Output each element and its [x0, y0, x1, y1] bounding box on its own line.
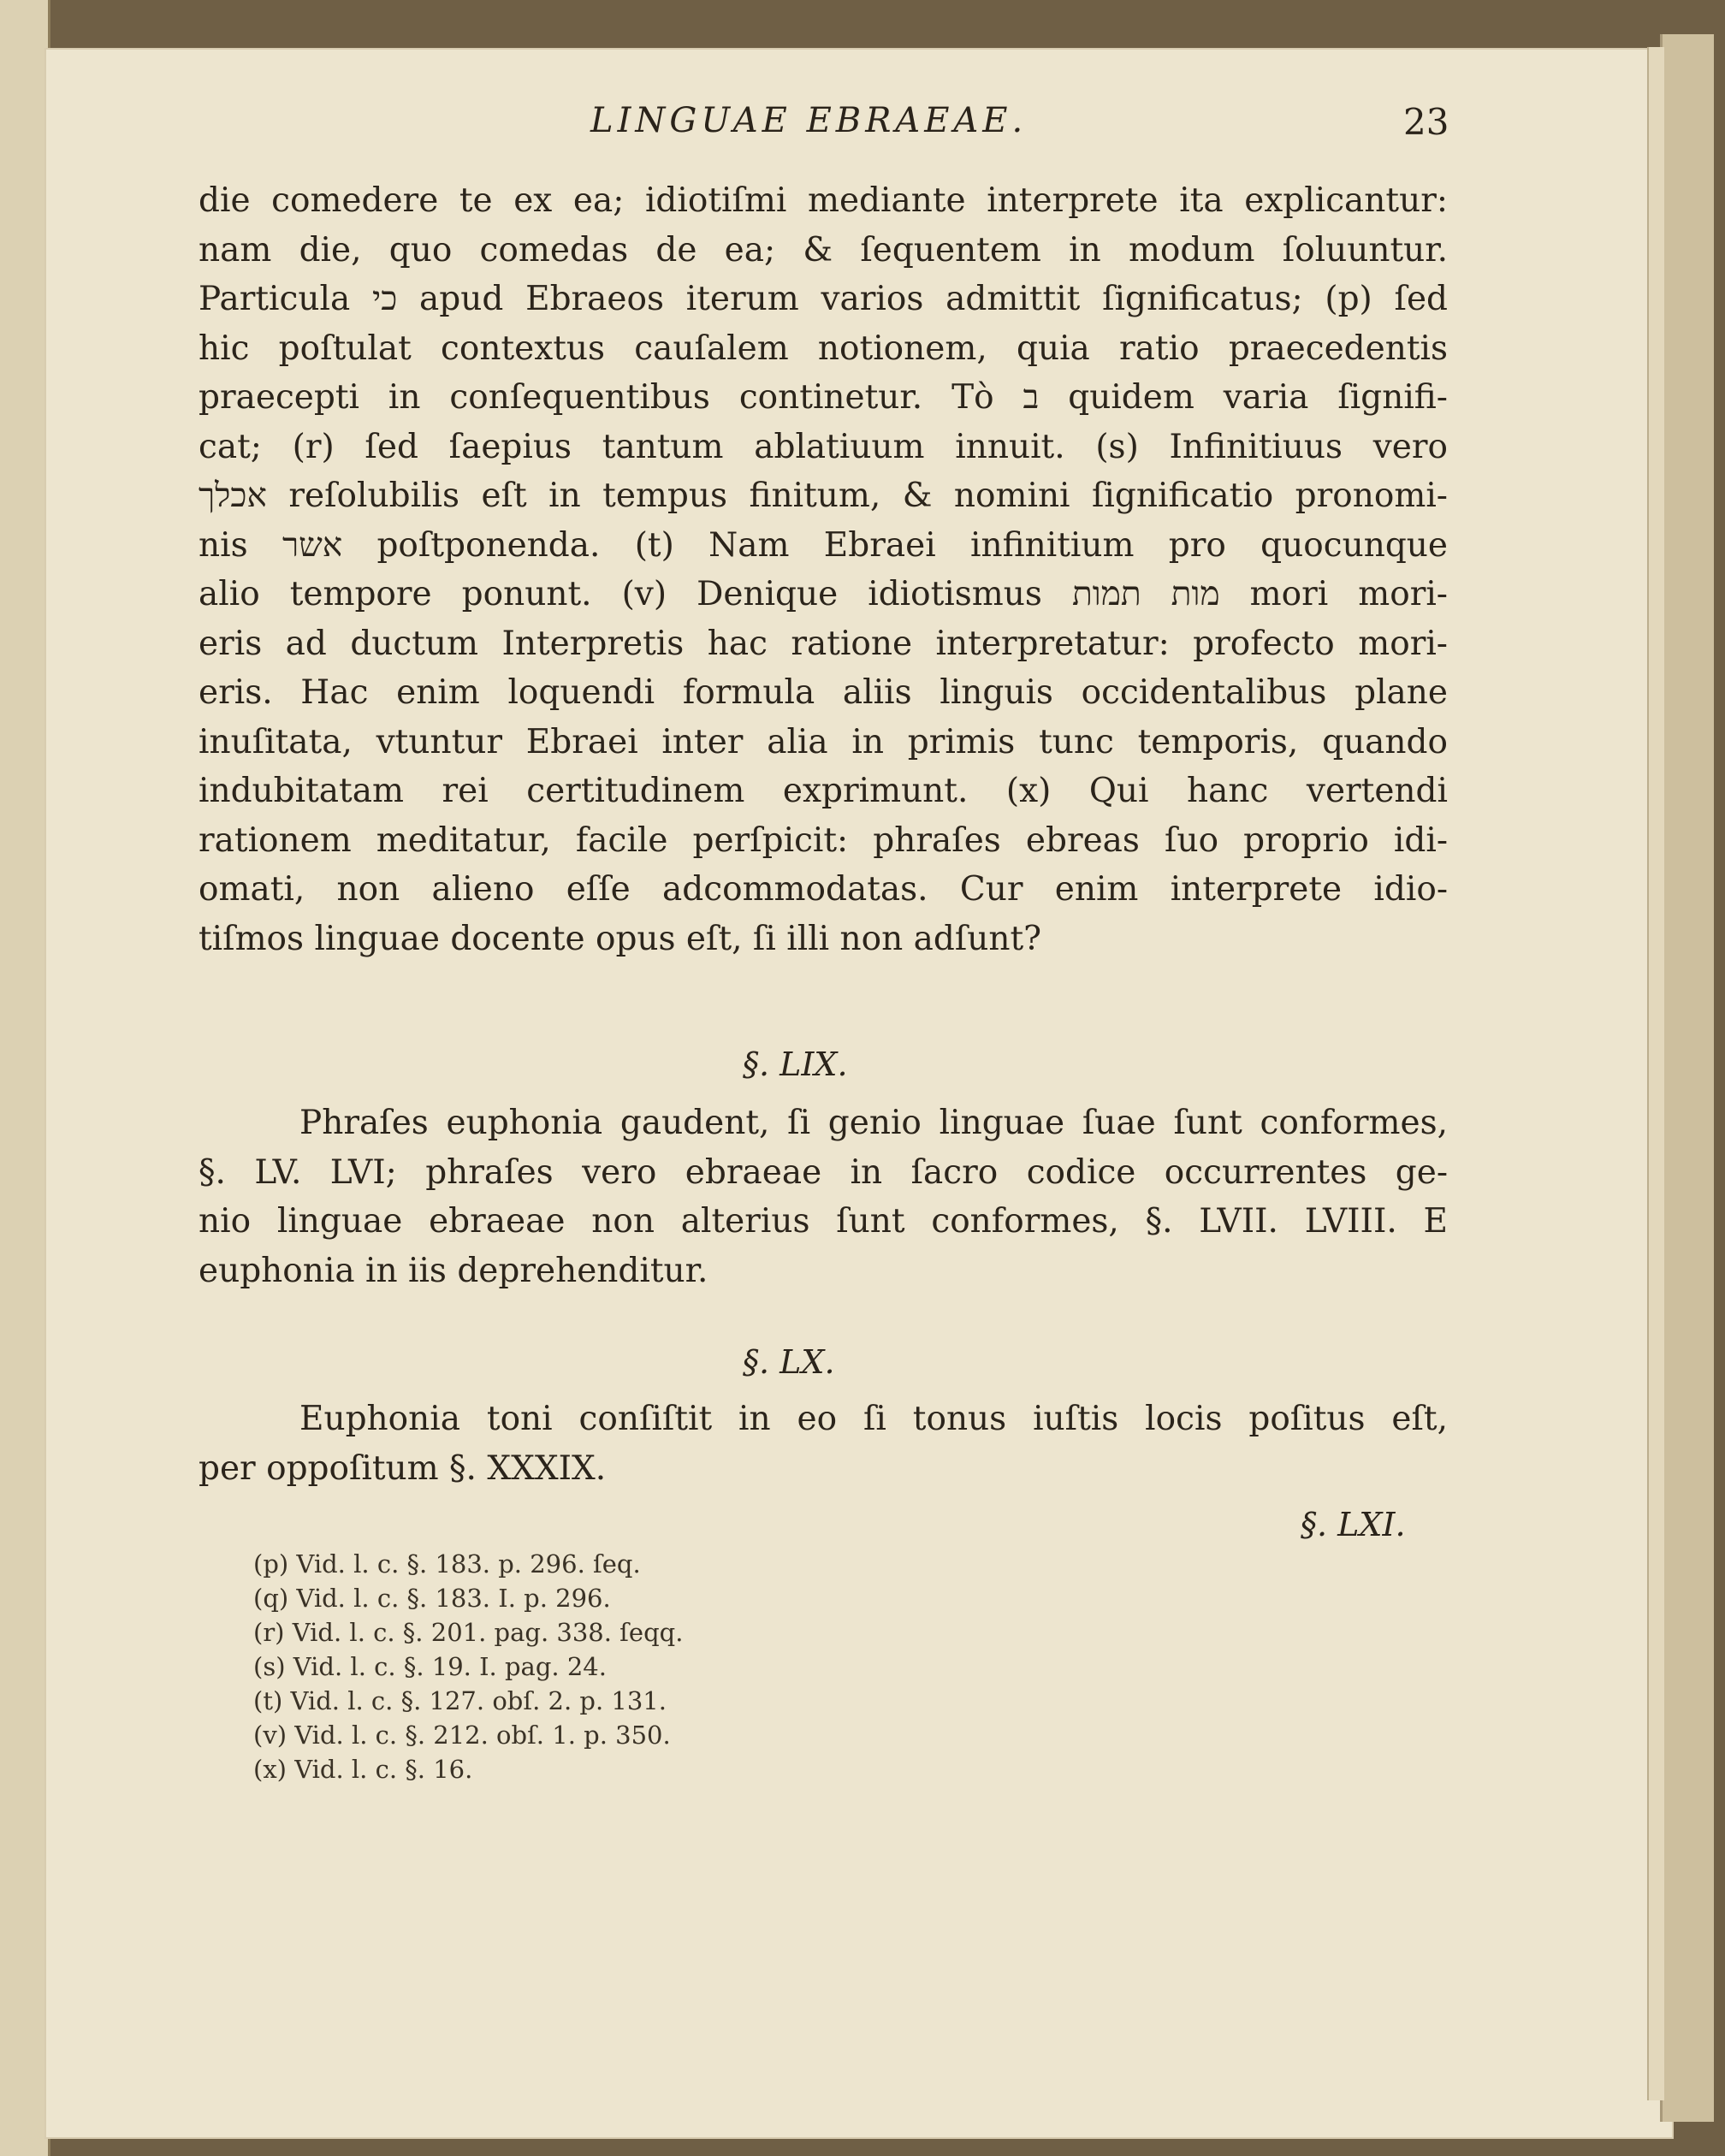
- running-head: LINGUAE EBRAEAE.: [590, 101, 1028, 140]
- footnote: (q) Vid. l. c. §. 183. I. p. 296.: [253, 1584, 611, 1613]
- footnote: (t) Vid. l. c. §. 127. obſ. 2. p. 131.: [253, 1686, 667, 1715]
- text-line: hic poſtulat contextus cauſalem notionem, quia ratio praecedentis: [199, 329, 1448, 368]
- paragraph-lx: [199, 1395, 1448, 1493]
- text-line: nam die, quo comedas de ea; & ſequentem in modum ſoluuntur.: [199, 230, 1448, 270]
- footnote: (v) Vid. l. c. §. 212. obſ. 1. p. 350.: [253, 1721, 671, 1750]
- footnote: (r) Vid. l. c. §. 201. pag. 338. ſeqq.: [253, 1618, 684, 1647]
- footnote: (p) Vid. l. c. §. 183. p. 296. ſeq.: [253, 1549, 641, 1578]
- text-line: eris ad ductum Interpretis hac ratione interpretatur: profecto mori-: [199, 624, 1448, 663]
- paragraph-lix: [199, 1099, 1448, 1295]
- text-line: nio linguae ebraeae non alterius ſunt conformes, §. LVII. LVIII. E: [199, 1202, 1448, 1241]
- section-heading-lix: §. LIX.: [743, 1045, 848, 1083]
- text-line: Particula כי apud Ebraeos iterum varios admittit ſignificatus; (p) ſed: [199, 280, 1448, 318]
- page-stack-edge: [1647, 47, 1664, 2100]
- text-line: Euphonia toni conſiſtit in eo ſi tonus iuſtis locis poſitus eſt,: [299, 1400, 1448, 1438]
- text-line: rationem meditatur, facile perſpicit: phraſes ebreas ſuo proprio idi-: [199, 820, 1448, 860]
- catchword: §. LXI.: [1301, 1506, 1406, 1543]
- text-line: cat; (r) ſed ſaepius tantum ablatiuum innuit. (s) Infinitiuus vero: [199, 427, 1448, 466]
- text-line: inuſitata, vtuntur Ebraei inter alia in primis tunc temporis, quando: [199, 722, 1448, 761]
- text-line: nis אשר poſtponenda. (t) Nam Ebraei infinitium pro quocunque: [199, 525, 1448, 565]
- text-line: alio tempore ponunt. (v) Denique idiotismus מות תמות mori mori-: [199, 575, 1448, 613]
- text-line: §. LV. LVI; phraſes vero ebraeae in ſacro codice occurrentes ge-: [199, 1152, 1448, 1192]
- text-line: אכלך reſolubilis eſt in tempus finitum, & nomini ſignificatio pronomi-: [199, 477, 1448, 515]
- text-line: omati, non alieno eſſe adcommodatas. Cur enim interprete idio-: [199, 870, 1448, 909]
- text-line: Phraſes euphonia gaudent, ſi genio linguae ſuae ſunt conformes,: [299, 1104, 1448, 1142]
- text-line: euphonia in iis deprehenditur.: [199, 1251, 708, 1290]
- text-line: per oppoſitum §. XXXIX.: [199, 1448, 607, 1488]
- section-heading-lx: §. LX.: [743, 1343, 835, 1381]
- footnote: (x) Vid. l. c. §. 16.: [253, 1755, 473, 1784]
- text-line: eris. Hac enim loquendi formula aliis linguis occidentalibus plane: [199, 673, 1448, 712]
- text-line: die comedere te ex ea; idiotiſmi mediante interprete ita explicantur:: [199, 181, 1448, 220]
- page-gutter-left: [0, 0, 50, 2156]
- page-edge-right: [1660, 34, 1714, 2122]
- text-line: indubitatam rei certitudinem exprimunt. (x) Qui hanc vertendi: [199, 772, 1448, 810]
- page-number: 23: [1403, 101, 1449, 143]
- paragraph-main: [199, 176, 1448, 963]
- text-line: tiſmos linguae docente opus eſt, ſi illi non adſunt?: [199, 919, 1042, 958]
- text-line: praecepti in conſequentibus continetur. Τὸ ב quidem varia ſignifi-: [199, 378, 1448, 417]
- footnotes: [253, 1547, 683, 1786]
- footnote: (s) Vid. l. c. §. 19. I. pag. 24.: [253, 1652, 607, 1681]
